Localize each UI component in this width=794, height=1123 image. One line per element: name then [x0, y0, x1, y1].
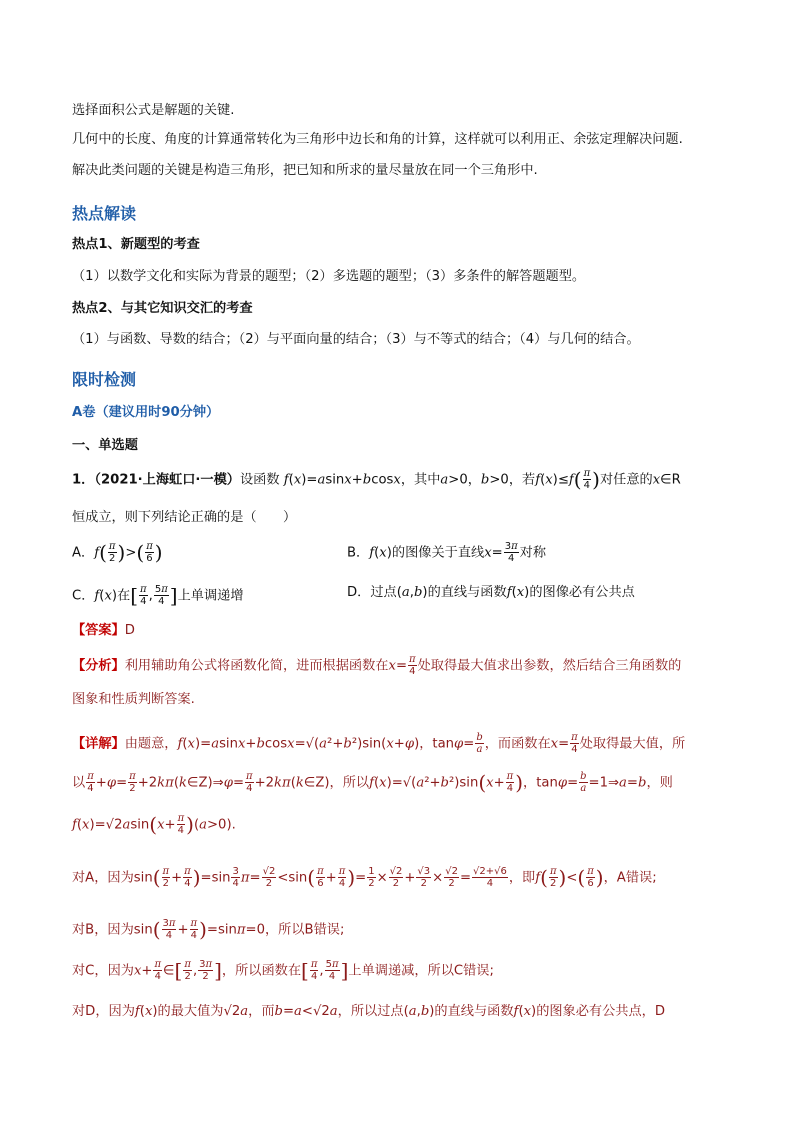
- section-heading-test: 限时检测: [72, 370, 137, 389]
- detail-line-3: f(x)=√2asin(x+ $\frac{\pi}{4}$ )(a>0).: [72, 812, 236, 837]
- check-text: ，而: [248, 1004, 275, 1019]
- analysis-line-2: 图象和性质判断答案.: [72, 692, 195, 707]
- option-d[interactable]: D．过点(a,b)的直线与函数f(x)的图像必有公共点: [347, 585, 635, 600]
- question-1-stem: 1．（2021·上海虹口·一模）设函数 f(x)=asinx+bcosx，其中a>0，b>0，若f(x)≤f( $\frac{\pi}{4}$ )对任意的x∈R: [72, 467, 681, 492]
- option-text: 的图像必有公共点: [529, 585, 635, 600]
- stem-text: 设函数: [240, 472, 280, 488]
- analysis-text: 利用辅助角公式将函数化简，进而根据函数在: [124, 658, 389, 674]
- hot-point-2-title: 热点2、与其它知识交汇的考查: [72, 301, 253, 316]
- part-title: 一、单选题: [72, 438, 138, 453]
- check-text: 的图象必有公共点，D: [536, 1004, 666, 1019]
- check-text: ，所以函数在: [221, 963, 302, 979]
- check-text: 对A，因为: [72, 870, 134, 886]
- analysis-label: 【分析】: [72, 658, 125, 674]
- option-label: D．过点: [347, 585, 397, 600]
- detail-text: 由题意，: [124, 736, 178, 752]
- hot-point-1-text: （1）以数学文化和实际为背景的题型；（2）多选题的题型；（3）多条件的解答题题型。: [72, 269, 586, 284]
- check-text: 的直线与函数: [434, 1004, 514, 1019]
- check-text: ，即: [508, 870, 536, 886]
- option-text: 的图像关于直线: [391, 545, 485, 561]
- check-text: 对B，因为: [72, 922, 134, 938]
- intro-line-1: 选择面积公式是解题的关键.: [72, 103, 235, 118]
- detail-text: ，而函数在: [484, 736, 551, 752]
- stem-text: ，其中: [400, 472, 441, 488]
- option-label: B．: [347, 545, 370, 561]
- analysis-text: 处取得最大值求出参数，然后结合三角函数的: [417, 658, 682, 674]
- detail-text: ，则: [646, 775, 673, 791]
- answer-value: D: [124, 623, 135, 638]
- detail-text: ，所以: [329, 775, 370, 791]
- option-a[interactable]: A．f( $\frac{\pi}{2}$ )>( $\frac{\pi}{6}$ ): [72, 540, 163, 565]
- section-heading-hot: 热点解读: [72, 204, 137, 223]
- check-c-line: 对C，因为x+ $\frac{\pi}{4}$ ∈[ $\frac{\pi}{2}$ , $\frac{3\pi}{2}$ ]，所以函数在[ $\frac{\pi}{4}$ , $\frac{5\pi}{4}$ ]上单调递减，所以C错误;: [72, 958, 494, 983]
- check-a-line: 对A，因为sin( $\frac{\pi}{2}$ + $\frac{\pi}{4}$ )=sin $\frac{3}{4}$ π= $\frac{√2}{2}$ <sin( $\frac{\pi}{6}$ + $\frac{\pi}{4}$ )= $\frac{1}{2}$ × $\frac{√2}{2}$ + $\frac{√3}{2}$ × $\frac{√2}{2}$ = $\frac{√2+√6}{4}$ ，即f( $\frac{\pi}{2}$ )<( $\frac{\pi}{6}$ )，A错误;: [72, 865, 657, 890]
- detail-text: 以: [72, 775, 86, 791]
- question-1-stem-cont: 恒成立，则下列结论正确的是（ ）: [72, 510, 297, 525]
- analysis-line-1: 【分析】利用辅助角公式将函数化简，进而根据函数在x= $\frac{\pi}{4}$ 处取得最大值求出参数，然后结合三角函数的: [72, 654, 682, 677]
- check-text: 的最大值为: [157, 1004, 224, 1019]
- option-c[interactable]: C．f(x)在[ $\frac{\pi}{4}$ , $\frac{5\pi}{4}$ ]上单调递增: [72, 583, 244, 608]
- hot-point-1-title: 热点1、新题型的考查: [72, 237, 200, 252]
- detail-line-2: 以 $\frac{\pi}{4}$ +φ= $\frac{\pi}{2}$ +2kπ(k∈Z)⇒φ= $\frac{\pi}{4}$ +2kπ(k∈Z)，所以f(x)=√(a²+b²)sin(x+ $\frac{\pi}{4}$ )，tanφ= $\frac{b}{a}$ =1⇒a=b，则: [72, 770, 673, 795]
- check-d-line: 对D，因为f(x)的最大值为√2a，而b=a<√2a，所以过点(a,b)的直线与函数f(x)的图象必有公共点，D: [72, 1004, 666, 1019]
- check-text: ，所以B错误;: [265, 922, 345, 938]
- check-text: 对D，因为: [72, 1004, 135, 1019]
- question-source: （2021·上海虹口·一模）: [94, 472, 240, 488]
- intro-line-2: 几何中的长度、角度的计算通常转化为三角形中边长和角的计算，这样就可以利用正、余弦定理解决问题.: [72, 132, 683, 147]
- detail-text: 处取得最大值，所: [579, 736, 686, 752]
- option-text: 的直线与函数: [427, 585, 507, 600]
- check-text: 上单调递减，所以C错误;: [348, 963, 494, 979]
- option-text: 在: [117, 588, 131, 604]
- check-b-line: 对B，因为sin( $\frac{3\pi}{4}$ + $\frac{\pi}{4}$ )=sinπ=0，所以B错误;: [72, 917, 345, 942]
- answer-label: 【答案】: [72, 623, 125, 638]
- check-text: 对C，因为: [72, 963, 134, 979]
- detail-line-1: 【详解】由题意，f(x)=asinx+bcosx=√(a²+b²)sin(x+φ)，tanφ= $\frac{b}{a}$ ，而函数在x= $\frac{\pi}{4}$ 处取得最大值，所: [72, 732, 686, 755]
- answer-line: [72, 622, 135, 640]
- option-text: 上单调递增: [177, 588, 244, 604]
- option-text: 对称: [519, 545, 547, 561]
- option-label: A．: [72, 545, 95, 561]
- detail-label: 【详解】: [72, 736, 125, 752]
- stem-text: ，若: [508, 472, 536, 488]
- check-text: ，所以过点: [337, 1004, 404, 1019]
- intro-line-3: 解决此类问题的关键是构造三角形，把已知和所求的量尽量放在同一个三角形中.: [72, 163, 538, 178]
- volume-title: A卷（建议用时90分钟）: [72, 405, 220, 420]
- option-label: C．: [72, 588, 95, 604]
- option-b[interactable]: B．f(x)的图像关于直线x= $\frac{3\pi}{4}$ 对称: [347, 541, 547, 564]
- check-text: ，A错误;: [603, 870, 657, 886]
- hot-point-2-text: （1）与函数、导数的结合；（2）与平面向量的结合；（3）与不等式的结合；（4）与几何的结合。: [72, 332, 640, 347]
- stem-text: 对任意的: [599, 472, 653, 488]
- question-number: 1．: [72, 472, 95, 488]
